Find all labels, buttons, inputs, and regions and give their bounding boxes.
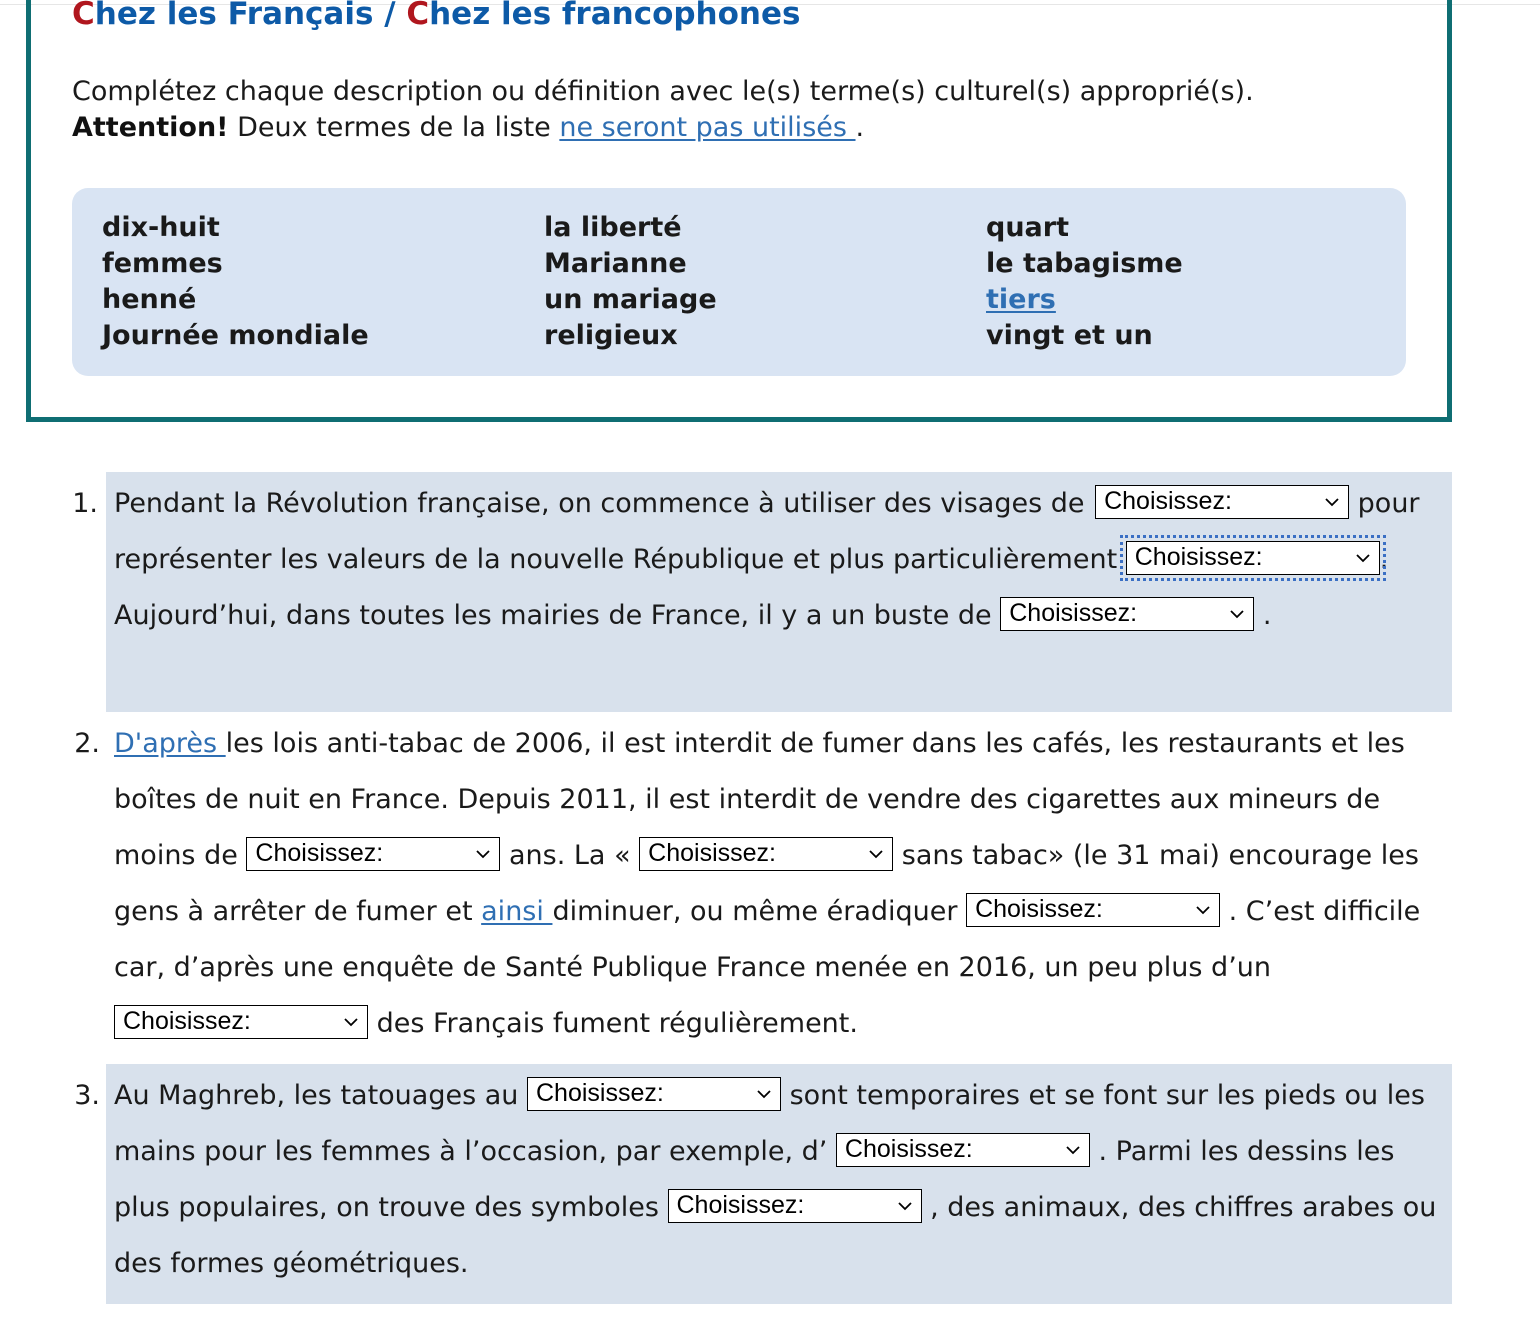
chevron-down-icon bbox=[473, 838, 493, 869]
select-value: Choisissez: bbox=[1009, 598, 1138, 627]
instructions-line1: Complétez chaque description ou définition avec le(s) terme(s) culturel(s) approprié(s). bbox=[72, 76, 1254, 107]
chevron-down-icon bbox=[1193, 894, 1213, 925]
answer-select-3b[interactable] bbox=[836, 1133, 1090, 1167]
question-text: diminuer, ou même éradiquer bbox=[552, 896, 967, 927]
title-text-1: hez les Français / bbox=[94, 0, 407, 32]
word-bank-item: henné bbox=[102, 284, 197, 315]
question-text: . Parmi les dessins les plus populaires, on trouve des symboles bbox=[114, 1136, 1395, 1223]
answer-select-3c[interactable] bbox=[668, 1189, 922, 1223]
glossary-link-dapres[interactable]: D'après bbox=[114, 728, 226, 759]
word-bank-item: Marianne bbox=[544, 248, 687, 279]
title-initial-1: C bbox=[72, 0, 95, 32]
glossary-link-ainsi[interactable]: ainsi bbox=[481, 896, 553, 927]
chevron-down-icon bbox=[341, 1006, 361, 1037]
answer-select-2c[interactable] bbox=[966, 893, 1220, 927]
word-bank-item: le tabagisme bbox=[986, 248, 1183, 279]
chevron-down-icon bbox=[895, 1190, 915, 1221]
chevron-down-icon bbox=[1353, 542, 1373, 573]
question-2 bbox=[74, 712, 1452, 1064]
question-text: ans. La « bbox=[500, 840, 640, 871]
instructions-line2 bbox=[72, 110, 1254, 146]
word-bank-item: vingt et un bbox=[986, 320, 1153, 351]
select-value: Choisissez: bbox=[676, 1190, 805, 1219]
chevron-down-icon bbox=[754, 1078, 774, 1109]
select-value: Choisissez: bbox=[535, 1078, 664, 1107]
word-bank bbox=[72, 188, 1406, 376]
answer-select-3a[interactable] bbox=[527, 1077, 781, 1111]
question-text: sont temporaires et se font sur les pieds ou les mains pour les femmes à l’occasion, par exemple, d’ bbox=[114, 1080, 1425, 1167]
chevron-down-icon bbox=[866, 838, 886, 869]
question-text: . C’est difficile car, d’après une enquête de Santé Publique France menée en 2016, un peu plus d’un bbox=[114, 896, 1421, 983]
question-text: les lois anti-tabac de 2006, il est interdit de fumer dans les cafés, les restaurants et les boîtes de nuit en France. Depuis 2011, il est interdit de vendre des cigarettes aux mineurs de moins de bbox=[114, 728, 1405, 871]
question-number: 3. bbox=[74, 1080, 100, 1111]
select-value: Choisissez: bbox=[1104, 486, 1232, 515]
chevron-down-icon bbox=[1227, 598, 1247, 629]
question-text: pour représenter les valeurs de la nouvelle République et plus particulièrement bbox=[114, 488, 1420, 575]
word-bank-column-1 bbox=[102, 210, 369, 354]
instructions bbox=[72, 74, 1254, 146]
question-text: Pendant la Révolution française, on commence à utiliser des visages de bbox=[114, 488, 1094, 519]
page-title bbox=[72, 0, 800, 34]
word-bank-item: femmes bbox=[102, 248, 223, 279]
select-value: Choisissez: bbox=[975, 894, 1103, 923]
instructions-line2-text: Deux termes de la liste bbox=[228, 112, 560, 143]
glossary-link-ne-seront-pas-utilises[interactable]: ne seront pas utilisés bbox=[559, 112, 856, 143]
select-value: Choisissez: bbox=[255, 838, 384, 867]
question-text: sans tabac» (le 31 mai) encourage les gens à arrêter de fumer et bbox=[114, 840, 1419, 927]
answer-select-1a[interactable] bbox=[1095, 485, 1349, 519]
answer-select-1c[interactable] bbox=[1000, 597, 1254, 631]
question-number: 1. bbox=[72, 488, 98, 519]
question-1 bbox=[72, 472, 1452, 712]
answer-select-1b[interactable] bbox=[1126, 541, 1380, 575]
word-bank-column-2 bbox=[544, 210, 717, 354]
select-value: Choisissez: bbox=[648, 838, 776, 867]
select-value: Choisissez: bbox=[1134, 542, 1263, 571]
word-bank-item: un mariage bbox=[544, 284, 717, 315]
word-bank-item: Journée mondiale bbox=[102, 320, 369, 351]
question-text: , des animaux, des chiffres arabes ou des formes géométriques. bbox=[114, 1192, 1437, 1279]
attention-label: Attention! bbox=[72, 112, 229, 143]
question-3 bbox=[74, 1064, 1452, 1304]
select-value: Choisissez: bbox=[844, 1134, 973, 1163]
word-bank-column-3 bbox=[986, 210, 1183, 354]
chevron-down-icon bbox=[1322, 486, 1342, 517]
title-text-2: hez les francophones bbox=[429, 0, 801, 32]
instructions-line2-end: . bbox=[855, 112, 865, 143]
question-text: Au Maghreb, les tatouages au bbox=[114, 1080, 527, 1111]
title-initial-2: C bbox=[406, 0, 430, 32]
answer-select-2a[interactable] bbox=[246, 837, 500, 871]
chevron-down-icon bbox=[1063, 1134, 1083, 1165]
answer-select-2b[interactable] bbox=[639, 837, 893, 871]
word-bank-item: dix-huit bbox=[102, 212, 220, 243]
answer-select-2d[interactable] bbox=[114, 1005, 368, 1039]
word-bank-item: la liberté bbox=[544, 212, 682, 243]
word-bank-item: quart bbox=[986, 212, 1069, 243]
word-bank-link-tiers[interactable]: tiers bbox=[986, 284, 1056, 315]
select-value: Choisissez: bbox=[123, 1006, 251, 1035]
question-text: des Français fument régulièrement. bbox=[368, 1008, 858, 1039]
word-bank-item: religieux bbox=[544, 320, 678, 351]
question-text: . Aujourd’hui, dans toutes les mairies de France, il y a un buste de bbox=[114, 544, 1389, 631]
question-number: 2. bbox=[74, 728, 100, 759]
question-text: . bbox=[1254, 600, 1272, 631]
